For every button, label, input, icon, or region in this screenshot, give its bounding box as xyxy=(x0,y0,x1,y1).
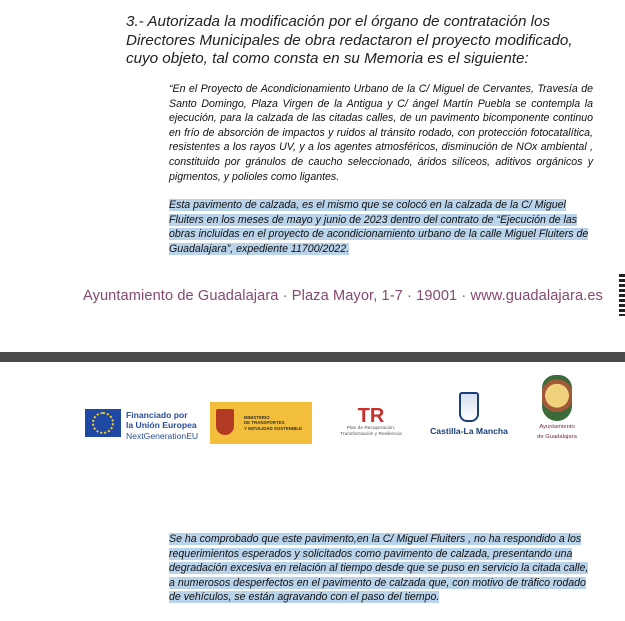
quote-paragraph: “En el Proyecto de Acondicionamiento Urbano de la C/ Miguel de Cervantes, Travesía de Santo Domingo, Plaza Virgen de la Antigua y C/ ángel Martín Puebla se contempla la ejecución, para la calzada de las citadas calles, de un pavimento bicomponente continuo en frío de absorción de impactos y ruidos al tránsito rodado, con protección fotocatalítica, resistentes a los rayos UV, y a los agentes atmosféricos, disminución de NOx ambiental , constituido por gránulos de caucho seleccionado, áridos silíceos, aditivos orgánicos y pigmentos, y polioles como ligantes. xyxy=(169,83,593,183)
prtr-logo: TR Plan de Recuperación, Transformación y Resiliencia xyxy=(326,406,416,437)
quoted-memoria xyxy=(169,82,593,184)
clm-shield-icon xyxy=(459,392,479,422)
guadalajara-crest-icon xyxy=(542,375,572,421)
castilla-la-mancha-logo: Castilla-La Mancha xyxy=(430,392,508,436)
page-separator xyxy=(0,352,625,362)
page-footer: Ayuntamiento de Guadalajara · Plaza Mayor, 1-7 · 19001 · www.guadalajara.es xyxy=(83,288,603,304)
funding-logos-header xyxy=(0,370,625,450)
section-heading: 3.- Autorizada la modificación por el órgano de contratación los Directores Municipales de obra redactaron el proyecto modificado, cuyo objeto, tal como consta en su Memoria es el siguiente: xyxy=(126,13,573,67)
highlighted-text-1: Esta pavimento de calzada, es el mismo que se colocó en la calzada de la C/ Miguel Fluiters en los meses de mayo y junio de 2023 dentro del contrato de “Ejecución de las obras incluidas en el proyecto de acondicionamiento urbano de la calle Miguel Fluiters de Guadalajara”, expediente 11700/2022. xyxy=(169,199,589,255)
highlighted-paragraph-2 xyxy=(169,532,593,605)
highlighted-text-2: Se ha comprobado que este pavimento,en la C/ Miguel Fluiters , no ha respondido a los requerimientos esperados y solicitados como pavimento de calzada, presentando una degradación excesiva en relación al tiempo desde que se puso en servicio la citada calle, a numerosos desperfectos en el pavimento de calzada que, con motivo de tráfico rodado de vehículos, se están agravando con el paso del tiempo. xyxy=(169,533,589,604)
highlighted-paragraph-1 xyxy=(169,198,593,256)
prtr-mark-icon: TR xyxy=(357,405,385,427)
qr-code-icon xyxy=(619,274,625,316)
ayuntamiento-logo: Ayuntamiento de Guadalajara xyxy=(530,375,584,441)
eu-flag-icon xyxy=(85,409,121,437)
spain-crest-icon xyxy=(216,409,234,435)
eu-funding-label: Financiado por la Unión Europea NextGenerationEU xyxy=(126,410,199,441)
ministry-logo: MINISTERIO DE TRANSPORTES Y MOVILIDAD SOSTENIBLE xyxy=(210,402,312,444)
